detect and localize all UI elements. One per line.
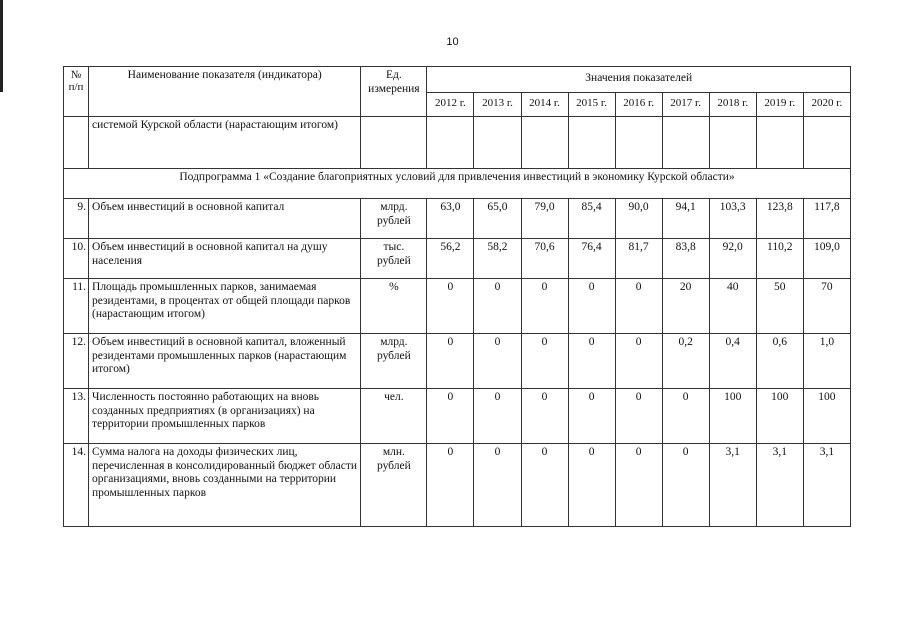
continuation-unit (361, 117, 427, 169)
indicator-value: 70,6 (521, 239, 568, 279)
indicator-name: Численность постоянно работающих на вновь созданных предприятиях (в организациях) на территории промышленных парков (89, 389, 361, 444)
indicator-value: 76,4 (568, 239, 615, 279)
indicator-value: 56,2 (427, 239, 474, 279)
indicator-value: 0 (427, 334, 474, 389)
indicator-value: 0 (615, 334, 662, 389)
indicator-unit: млрд. рублей (361, 199, 427, 239)
indicator-name: Сумма налога на доходы физических лиц, перечисленная в консолидированный бюджет области организациями, вновь созданными на территории промышленных парков (89, 444, 361, 527)
indicator-value: 58,2 (474, 239, 521, 279)
header-values-group: Значения показателей (427, 67, 851, 93)
indicator-value: 90,0 (615, 199, 662, 239)
table-row (64, 279, 851, 334)
indicator-unit: млрд. рублей (361, 334, 427, 389)
row-number: 10. (64, 239, 89, 279)
indicator-unit: % (361, 279, 427, 334)
indicator-value: 81,7 (615, 239, 662, 279)
indicator-value: 0 (615, 444, 662, 527)
indicator-unit: тыс. рублей (361, 239, 427, 279)
indicator-value: 100 (709, 389, 756, 444)
year-header: 2015 г. (568, 93, 615, 117)
indicator-value: 0 (521, 389, 568, 444)
indicator-value: 103,3 (709, 199, 756, 239)
indicator-value: 94,1 (662, 199, 709, 239)
indicator-value: 0 (615, 389, 662, 444)
indicator-value: 0,2 (662, 334, 709, 389)
indicator-value: 3,1 (709, 444, 756, 527)
indicator-value: 0 (427, 279, 474, 334)
indicator-value: 0 (474, 444, 521, 527)
indicator-value: 0 (427, 444, 474, 527)
year-header: 2017 г. (662, 93, 709, 117)
indicator-value: 0 (474, 389, 521, 444)
indicator-value: 79,0 (521, 199, 568, 239)
year-header: 2020 г. (803, 93, 850, 117)
year-header: 2012 г. (427, 93, 474, 117)
header-name: Наименование показателя (индикатора) (89, 67, 361, 117)
year-header: 2019 г. (756, 93, 803, 117)
table-row (64, 334, 851, 389)
indicator-value: 100 (756, 389, 803, 444)
indicator-value: 0 (521, 334, 568, 389)
indicator-value: 0 (427, 389, 474, 444)
indicator-value: 0 (568, 279, 615, 334)
year-header: 2014 г. (521, 93, 568, 117)
indicator-value: 3,1 (756, 444, 803, 527)
header-no: № п/п (64, 67, 89, 117)
subprogram-row (64, 169, 851, 199)
indicator-value: 20 (662, 279, 709, 334)
indicator-value: 117,8 (803, 199, 850, 239)
indicator-value: 0 (474, 334, 521, 389)
indicator-value: 0 (568, 389, 615, 444)
indicator-name: Объем инвестиций в основной капитал на душу населения (89, 239, 361, 279)
year-header: 2018 г. (709, 93, 756, 117)
row-number: 9. (64, 199, 89, 239)
indicator-name: Объем инвестиций в основной капитал, вложенный резидентами промышленных парков (нарастающим итогом) (89, 334, 361, 389)
row-number: 14. (64, 444, 89, 527)
indicator-value: 0 (615, 279, 662, 334)
indicator-value: 0 (568, 444, 615, 527)
table-row (64, 389, 851, 444)
indicator-value: 110,2 (756, 239, 803, 279)
indicator-value: 50 (756, 279, 803, 334)
indicator-value: 70 (803, 279, 850, 334)
indicator-value: 123,8 (756, 199, 803, 239)
indicator-value: 63,0 (427, 199, 474, 239)
indicator-unit: чел. (361, 389, 427, 444)
indicator-value: 65,0 (474, 199, 521, 239)
indicator-value: 83,8 (662, 239, 709, 279)
row-number: 11. (64, 279, 89, 334)
indicator-value: 0 (521, 444, 568, 527)
indicator-value: 92,0 (709, 239, 756, 279)
indicator-value: 0 (662, 389, 709, 444)
table-row (64, 199, 851, 239)
indicator-value: 0 (662, 444, 709, 527)
indicator-value: 0,4 (709, 334, 756, 389)
indicator-value: 40 (709, 279, 756, 334)
indicator-value: 85,4 (568, 199, 615, 239)
indicator-value: 0 (521, 279, 568, 334)
subprogram-title: Подпрограмма 1 «Создание благоприятных условий для привлечения инвестиций в экономику Курской области» (64, 169, 851, 199)
indicator-value: 0 (568, 334, 615, 389)
indicator-name: Площадь промышленных парков, занимаемая резидентами, в процентах от общей площади парков (нарастающим итогом) (89, 279, 361, 334)
row-number: 12. (64, 334, 89, 389)
continuation-name: системой Курской области (нарастающим итогом) (89, 117, 361, 169)
indicator-unit: млн. рублей (361, 444, 427, 527)
indicator-value: 100 (803, 389, 850, 444)
indicator-value: 109,0 (803, 239, 850, 279)
indicator-value: 3,1 (803, 444, 850, 527)
table-row (64, 444, 851, 527)
header-unit: Ед. измерения (361, 67, 427, 117)
indicator-value: 1,0 (803, 334, 850, 389)
page-number: 10 (446, 36, 459, 48)
indicator-value: 0 (474, 279, 521, 334)
row-number: 13. (64, 389, 89, 444)
year-header: 2016 г. (615, 93, 662, 117)
indicators-table (63, 66, 851, 527)
continuation-row (64, 117, 851, 169)
table-body (64, 117, 851, 527)
indicator-name: Объем инвестиций в основной капитал (89, 199, 361, 239)
continuation-no (64, 117, 89, 169)
table-row (64, 239, 851, 279)
indicator-value: 0,6 (756, 334, 803, 389)
year-header: 2013 г. (474, 93, 521, 117)
